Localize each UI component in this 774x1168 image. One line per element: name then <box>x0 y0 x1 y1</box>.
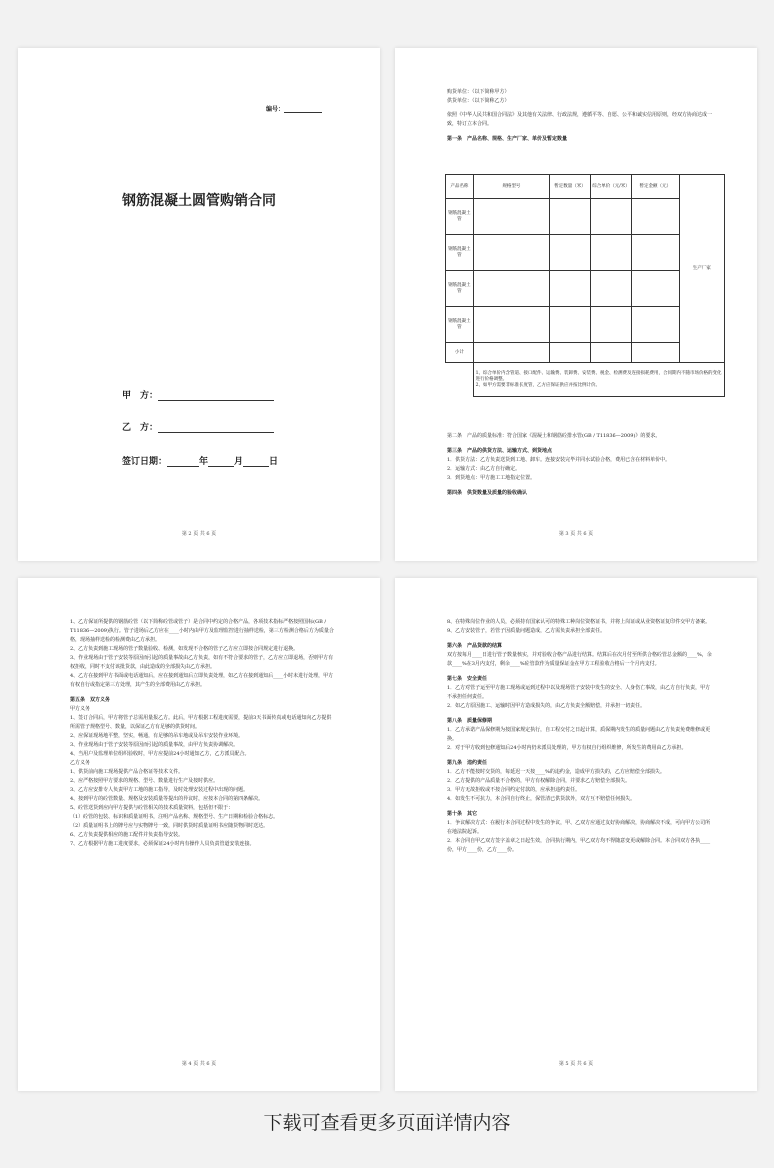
page-footer: 第 5 页 共 6 页 <box>558 1061 594 1067</box>
page-footer: 第 4 页 共 6 页 <box>181 1061 217 1067</box>
preamble-text: 依照《中华人民共和国合同法》及其他有关法律、行政法规，遵循平等、自愿、公平和诚实信用原则，经双方协商达成一致，特订立本合同。 <box>447 112 713 127</box>
contract-number: 编号： <box>266 104 322 113</box>
table-row-total: 小计 <box>446 343 725 363</box>
table-note-row <box>446 363 725 397</box>
article-8-title: 第八条 质量保修期 <box>447 718 493 724</box>
party-b-duty-title: 乙方义务 <box>70 760 91 766</box>
table-row: 钢筋混凝土管 <box>446 271 725 307</box>
article-9-title: 第九条 违约责任 <box>447 760 488 766</box>
article-7-title: 第七条 安全责任 <box>447 676 488 682</box>
article-1-title: 第一条 产品名称、规格、生产厂家、单价及暂定数量 <box>447 136 568 142</box>
article-4-body: 1、乙方保证所提供的钢筋砼管（以下简称砼管或管子）是合同中约定的合格产品，各项技术指标严格按照国标(GB / T11836—2009)执行。管子进场后乙方应在____小时内由甲方及监理监控进行抽样送检，第三方检测合格后方为质量合格，现场抽样送检的检测费由乙方承担。 2、乙方负责到施工现场的管子数量验收、检测，如发现不合格的管子乙方应立即按合同规定进行退换。 3、作业现场由于管子安装等原因而引起的质量事故由乙方负责，如有不符合要求的管子，乙方应立即退场，否则甲方有权拒收，同时不支付该批货款，由此造成的全部损失由乙方承担。 4、乙方在接到甲方书面或电话通知后，应在接到通知后立即负责处理，如乙方在接到通知后____小时未进行处理，甲方有权自行或指定第三方处理，其产生的全部费用由乙方承担。 第五条 双方义务 甲方义务 1、签订合同后，甲方将管子总需用量报乙方。此后，甲方根据工程进度需要，提前3天书面传真或电话通知向乙方提供所需管子规格型号、数量，以保证乙方有足够的供货时间。 2、应保证现场地平整，坚实，畅通，有足够的吊车地或及吊车安装作业环境。 3、作业现场由于管子安装等原因而引起的质量事故，由甲方负责协调解决。 4、当用户及监理单位组织验收时，甲方应提前24小时通知乙方，乙方派员配合。 乙方义务 1、供货前向施工现场提供产品合格证等技术文件。 2、应严格按照甲方要求的规格、型号、数量进行生产及按时供应。 3、乙方应安排专人负责甲方工地的施工指导，及时处理安装过程中出现的问题。 4、按到甲方的砼管数量、规格及安装质量等提出的异议时，应按本合同的第四条解决。 5、砼管送货到应向甲方提供与砼管相关的技术质量资料，包括但不限于： （1）砼管的包装、标识和质量证明书，注明产品名称、规格型号、生产日期和检验合格标志。 （2）质量证明书上的牌号应与实物牌号一致，同时供货时质量证明书应随货物同时送达。 6、乙方负责提供相应的施工配件并负责指导安装。 7、乙方根据甲方施工进度要求，必须保证24小时内有操作人员负责管道安装连接。 <box>70 618 336 849</box>
articles-2-4: 第二条 产品的质量标准：符合国家《混凝土和钢筋砼排水管(GB / T11836—2009)》的要求。 第三条 产品的供货方法、运输方式、到货地点 1．供货方法：乙方负责送货到工地、卸车。连接安装完毕并同水试验合格，费用已含在材料单价中。 2．运输方式：由乙方自行确定。 3．到货地点：甲方施工工地指定位置。 第四条 供货数量及质量的验收确认 <box>447 432 713 498</box>
article-6-title: 第六条 产品货款的结算 <box>447 643 503 649</box>
preamble <box>447 88 713 144</box>
buyer-line: 购货单位：（以下简称甲方） <box>447 89 510 95</box>
page-footer: 第 2 页 共 6 页 <box>181 531 217 537</box>
seller-line: 供货单位：（以下简称乙方） <box>447 98 510 104</box>
sign-date-line: 签订日期： 年 月 日 <box>122 457 279 467</box>
table-row: 钢筋混凝土管 <box>446 235 725 271</box>
th-qty: 暂定数量（米） <box>550 175 591 199</box>
article-5-title: 第五条 双方义务 <box>70 697 111 703</box>
article-4-title: 第四条 供货数量及质量的验收确认 <box>447 490 528 496</box>
contract-title: 钢筋混凝土圆管购销合同 <box>122 193 276 209</box>
th-name: 产品名称 <box>446 175 474 199</box>
page-article-6-10 <box>395 578 757 1091</box>
page-cover <box>18 48 380 561</box>
page-footer: 第 3 页 共 6 页 <box>558 531 594 537</box>
articles-6-10: 8、在特殊岗位作业的人员，必须持有国家认可的特殊工种岗位资格证书，并将上岗证或从业资格证复印件交甲方备案。 9、乙方安装管子，若管子因质量问题造成，乙方需负责承担全部责任。 第六条 产品货款的结算 双方按每月____日进行管子数量核实，并对验收合格产品进行结算。结算后在次月付至所供合格砼管总金额的____%，余款____%在3月内支付，剩余____%砼管款作为质量保证金在甲方工程验收合格后一个月内支付。 第七条 安全责任 1．乙方对管子运至甲方施工现场或运到过程中以及现场管子安装中发生的安全、人身伤亡事故，由乙方自行负责，甲方不承担任何责任。 2．如乙方原因施工、运输时因甲方造成损失的，由乙方负责全额赔偿，并承担一切责任。 第八条 质量保修期 1．乙方承诺产品保修期为按国家规定执行，自工程交付之日起计算，质保期内发生的质量问题由乙方负责免费维修或更换。 2．对于甲方收到包修通知后24小时内仍未派员处理的，甲方有权自行组织维修，所发生的费用由乙方承担。 第九条 违约责任 1．乙方不能按时交货的，每延迟一天按____%的违约金，造成甲方损失的，乙方应赔偿全部损失。 2．乙方提供的产品质量不合格的，甲方有权解除合同，并要求乙方赔偿全部损失。 3．甲方无故拒收或不按合同约定付款的，应承担违约责任。 4．如发生不可抗力，本合同自行终止，保管清已供货款外，双方互不赔偿任何损失。 第十条 其它 1．争议解决方式：在履行本合同过程中发生的争议，甲、乙双方应通过友好协商解决，协商解决不成，可向甲方公司所在地法院起诉。 2．本合同自甲乙双方签字盖章之日起生效，合同执行期内，甲乙双方均不得随意变更或解除合同。本合同双方各执____份，甲方____份，乙方____份。 <box>447 619 712 853</box>
table-row: 钢筋混凝土管 <box>446 199 725 235</box>
article-10-title: 第十条 其它 <box>447 811 478 817</box>
page-article-1 <box>395 48 757 561</box>
party-a-line: 甲 方： <box>122 388 274 401</box>
th-maker: 生产厂家 <box>679 175 724 363</box>
download-caption[interactable]: 下载可查看更多页面详情内容 <box>263 1112 511 1134</box>
th-spec: 规格型号 <box>473 175 549 199</box>
party-b-line: 乙 方： <box>122 420 274 433</box>
product-table <box>445 174 725 397</box>
page-article-5 <box>18 578 380 1091</box>
watermark <box>143 294 175 327</box>
table-note: 1、综合单价内含管道、接口配件、运输费、装卸费、安装费、税金、检测费及连接损耗费用，合同期内不随市场价格的变化进行价格调整。 2、如甲方需要非标准长度管，乙方应保证供应并按比例计价。 <box>473 363 724 397</box>
th-price: 综合单价（元/米） <box>591 175 632 199</box>
table-row: 钢筋混凝土管 <box>446 307 725 343</box>
party-a-duty-title: 甲方义务 <box>70 706 91 712</box>
article-3-title: 第三条 产品的供货方法、运输方式、到货地点 <box>447 448 553 454</box>
article-2: 第二条 产品的质量标准：符合国家《混凝土和钢筋砼排水管(GB / T11836—2009)》的要求。 <box>447 433 661 439</box>
th-amount: 暂定金额（元） <box>631 175 679 199</box>
